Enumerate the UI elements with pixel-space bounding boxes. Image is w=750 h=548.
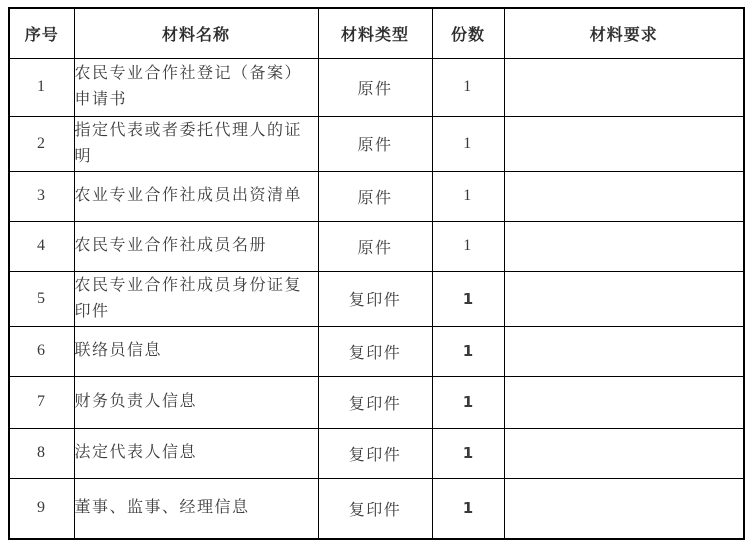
cell-material-requirement [504, 376, 744, 428]
cell-material-type: 原件 [318, 116, 432, 171]
cell-material-requirement [504, 58, 744, 116]
table-row [9, 171, 744, 221]
cell-material-name: 法定代表人信息 [74, 428, 318, 478]
header-copies: 份数 [432, 8, 504, 58]
cell-material-type: 复印件 [318, 271, 432, 326]
cell-material-type: 原件 [318, 221, 432, 271]
table-row [9, 326, 744, 376]
cell-material-requirement [504, 428, 744, 478]
header-material-requirement: 材料要求 [504, 8, 744, 58]
cell-copies: 1 [432, 221, 504, 271]
cell-serial-number: 6 [9, 326, 74, 376]
cell-serial-number: 8 [9, 428, 74, 478]
cell-material-requirement [504, 478, 744, 539]
cell-material-type: 原件 [318, 58, 432, 116]
header-material-name: 材料名称 [74, 8, 318, 58]
cell-material-name: 农民专业合作社成员身份证复印件 [74, 271, 318, 326]
table-row [9, 116, 744, 171]
header-row [9, 8, 744, 58]
cell-material-requirement [504, 171, 744, 221]
cell-copies: 1 [432, 326, 504, 376]
cell-serial-number: 7 [9, 376, 74, 428]
cell-material-name: 农民专业合作社登记（备案）申请书 [74, 58, 318, 116]
cell-serial-number: 4 [9, 221, 74, 271]
materials-table [8, 7, 745, 540]
cell-copies: 1 [432, 428, 504, 478]
header-serial-number: 序号 [9, 8, 74, 58]
cell-material-type: 复印件 [318, 326, 432, 376]
cell-copies: 1 [432, 271, 504, 326]
cell-material-name: 农业专业合作社成员出资清单 [74, 171, 318, 221]
cell-copies: 1 [432, 116, 504, 171]
cell-copies: 1 [432, 171, 504, 221]
cell-material-type: 复印件 [318, 376, 432, 428]
cell-material-requirement [504, 221, 744, 271]
cell-material-type: 复印件 [318, 428, 432, 478]
cell-material-requirement [504, 271, 744, 326]
cell-material-type: 原件 [318, 171, 432, 221]
cell-serial-number: 1 [9, 58, 74, 116]
table-row [9, 376, 744, 428]
cell-material-name: 董事、监事、经理信息 [74, 478, 318, 539]
cell-material-name: 联络员信息 [74, 326, 318, 376]
table-row [9, 221, 744, 271]
table-row [9, 478, 744, 539]
cell-material-name: 农民专业合作社成员名册 [74, 221, 318, 271]
cell-copies: 1 [432, 376, 504, 428]
cell-material-requirement [504, 116, 744, 171]
cell-serial-number: 9 [9, 478, 74, 539]
table-row [9, 58, 744, 116]
cell-material-name: 财务负责人信息 [74, 376, 318, 428]
cell-material-type: 复印件 [318, 478, 432, 539]
cell-material-name: 指定代表或者委托代理人的证明 [74, 116, 318, 171]
table-row [9, 428, 744, 478]
table-row [9, 271, 744, 326]
cell-copies: 1 [432, 478, 504, 539]
cell-material-requirement [504, 326, 744, 376]
header-material-type: 材料类型 [318, 8, 432, 58]
cell-copies: 1 [432, 58, 504, 116]
cell-serial-number: 5 [9, 271, 74, 326]
cell-serial-number: 3 [9, 171, 74, 221]
cell-serial-number: 2 [9, 116, 74, 171]
